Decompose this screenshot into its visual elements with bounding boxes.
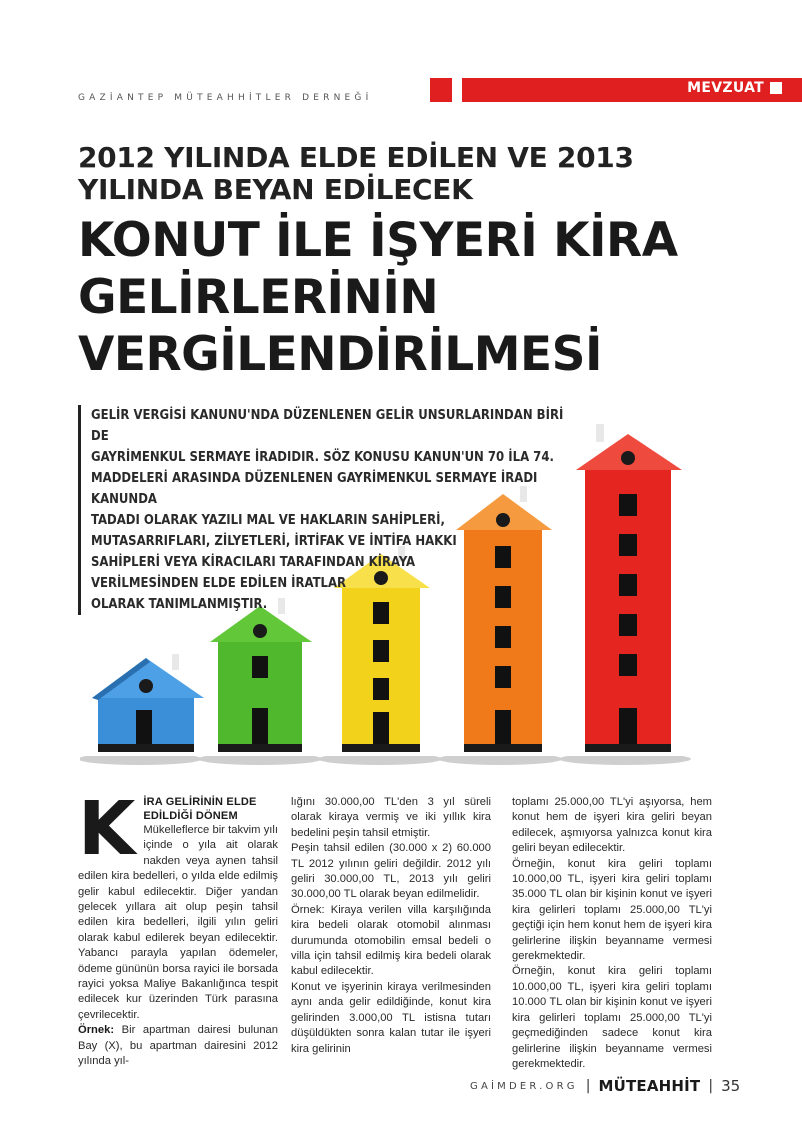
page-footer: [470, 1077, 740, 1095]
square-icon: [770, 82, 782, 94]
page-number: 35: [721, 1077, 741, 1095]
lead-line: VERİLMESİNDEN ELDE EDİLEN İRATLAR: [91, 576, 347, 591]
kicker-title: [78, 142, 718, 206]
house-2: [210, 598, 312, 752]
house-1: [92, 654, 204, 752]
headline-line: VERGİLENDİRİLMESİ: [78, 327, 602, 382]
lead-line: MADDELERİ ARASINDA DÜZENLENEN GAYRİMENKUL SERMAYE İRADI KANUNDA: [91, 471, 538, 507]
example-text: Bir apartman dairesi bulunan Bay (X), bu apartman dairesini 2012 yılında yıl-: [78, 1024, 278, 1068]
website-link[interactable]: GAİMDER.ORG: [470, 1080, 578, 1092]
column-3: [512, 795, 712, 1072]
headline-line: GELİRLERİNİN: [78, 270, 439, 325]
subhead-line: İRA GELİRİNİN ELDE: [143, 796, 257, 808]
article-body: [78, 786, 720, 1070]
headline: [78, 212, 738, 383]
house-5: [576, 424, 682, 752]
lead-line: SAHİPLERİ VEYA KİRACILARI TARAFINDAN KİRAYA: [91, 555, 416, 570]
association-name: GAZİANTEP MÜTEAHHİTLER DERNEĞİ: [78, 93, 373, 103]
paragraph: Peşin tahsil edilen (30.000 x 2) 60.000 TL 2012 yılının geliri değildir. 2012 yılı geliri 30.000,00 TL, 2013 yılı geliri 30.000,00 TL olarak beyan edilmelidir.: [291, 842, 491, 901]
paragraph: Konut ve işyerinin kiraya verilmesinden aynı anda gelir edildiğinde, konut kira gelirinden 3.000,00 TL istisna tutarı düşüldükten sonra kalan tutar ile işyeri kira gelirinin: [291, 980, 491, 1055]
lead-line: GELİR VERGİSİ KANUNU'NDA DÜZENLENEN GELİR UNSURLARINDAN BİRİ DE: [91, 408, 564, 444]
paragraph: [78, 1023, 278, 1069]
paragraph: toplamı 25.000,00 TL'yi aşıyorsa, hem konut hem de işyeri kira geliri beyan edilecek, aşmıyorsa yalnızca konut kira geliri beyan edilecektir.: [512, 796, 712, 855]
paragraph: Örneğin, konut kira geliri toplamı 10.000,00 TL, işyeri kira geliri toplamı 10.000 TL olan bir kişinin konut ve işyeri kira gelirleri toplamı 25.000,00 TL'yi geçmediğinden sadece konut kira gelirlerine ilişkin beyanname vermesi gerekmektedir.: [512, 965, 712, 1070]
lead-line: GAYRİMENKUL SERMAYE İRADIDIR. SÖZ KONUSU KANUN'UN 70 İLA 74.: [91, 450, 554, 465]
section-label: [687, 80, 782, 96]
column-2: [291, 795, 491, 1057]
paragraph: Mükelleflerce bir takvim yılı içinde o yıla ait olarak nakden veya aynen tahsil edilen kira bedelleri, o yılda elde edilmiş gelir kabul edilecektir. Diğer yandan gelecek yıllara ait olup peşin tahsil edilen kira bedelleri, ilgili yılın geliri olarak kabul edilerek beyan edilecektir. Yabancı parayla yapılan ödemeler, ödeme gününün borsa rayici ile borsada rayici yoksa Maliye Bakanlığınca tespit edilecek kur üzerinden Türk parasına çevrilecektir.: [78, 824, 278, 1021]
kicker-line: 2012 YILINDA ELDE EDİLEN VE 2013: [78, 141, 634, 174]
footer-separator: |: [708, 1078, 714, 1094]
headline-line: KONUT İLE İŞYERİ KİRA: [78, 213, 678, 268]
section-name: MEVZUAT: [687, 80, 764, 96]
magazine-logo: MÜTEAHHİT: [598, 1077, 701, 1095]
lead-paragraph: [78, 405, 571, 615]
example-label: Örnek:: [78, 1024, 115, 1037]
lead-line: TADADI OLARAK YAZILI MAL VE HAKLARIN SAHİPLERİ,: [91, 513, 445, 528]
paragraph: Örneğin, konut kira geliri toplamı 10.000,00 TL, işyeri kira geliri toplamı 35.000 TL olan bir kişinin konut ve işyeri kira gelirleri toplamı 25.000,00 TL'yi geçtiği için hem konut hem de işyeri kira gelirlerine ilişkin beyanname vermesi gerekmektedir.: [512, 857, 712, 963]
lead-line: OLARAK TANIMLANMIŞTIR.: [91, 597, 268, 612]
footer-separator: |: [585, 1078, 591, 1094]
drop-cap: K: [78, 786, 136, 872]
lead-line: MUTASARRIFLARI, ZİLYETLERİ, İRTİFAK VE İNTİFA HAKKI: [91, 534, 457, 549]
subhead-line: EDİLDİĞİ DÖNEM: [143, 810, 238, 822]
paragraph: lığını 30.000,00 TL'den 3 yıl süreli olarak kiraya vermiş ve iki yıllık kira bedelini peşin tahsil etmiştir.: [291, 796, 491, 839]
header-accent-block: [430, 78, 452, 102]
kicker-line: YILINDA BEYAN EDİLECEK: [78, 173, 473, 206]
paragraph: Örnek: Kiraya verilen villa karşılığında kira bedeli olarak otomobil alınması durumunda otomobilin emsal bedeli o villa için tahsil edilmiş kira bedeli olarak kabul edilecektir.: [291, 903, 491, 978]
column-1: [78, 786, 278, 1070]
